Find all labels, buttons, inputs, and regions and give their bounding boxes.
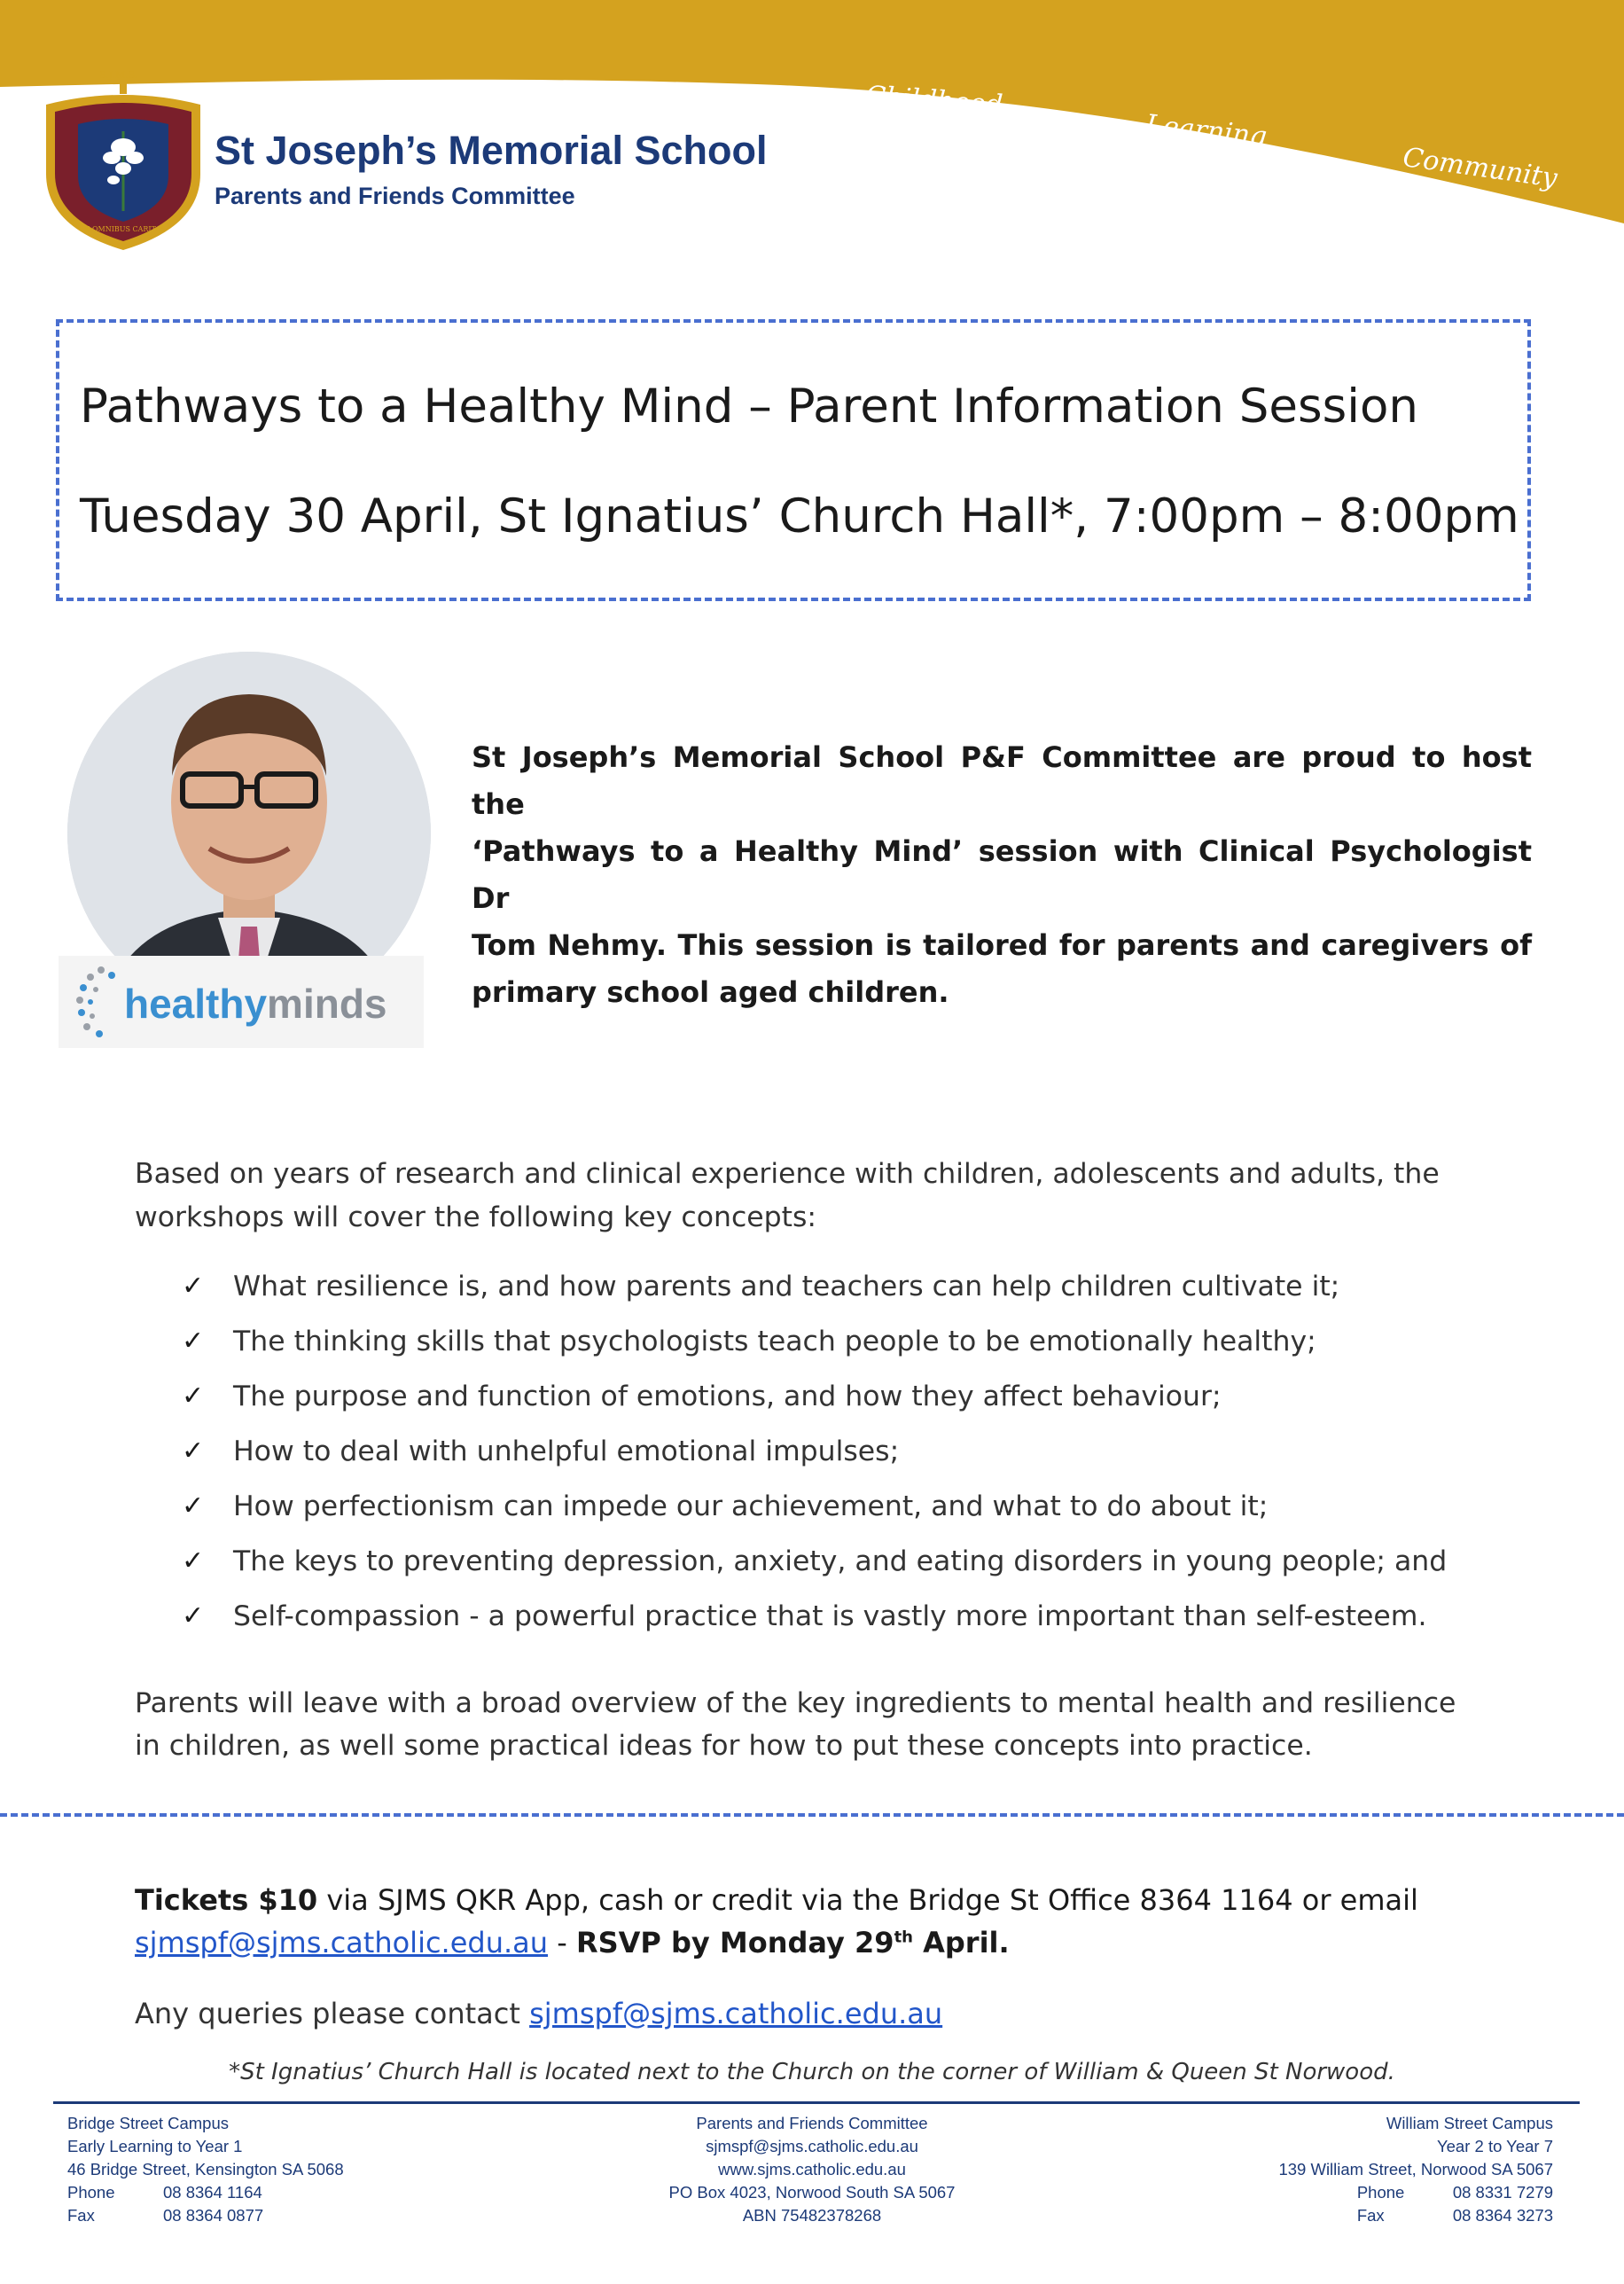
footer-right-title: William Street Campus [1386, 2114, 1553, 2132]
list-item-text: The thinking skills that psychologists teach people to be emotionally healthy; [233, 1326, 1316, 1357]
footer-william-street [1223, 2112, 1553, 2227]
footer-right-address: 139 William Street, Norwood SA 5067 [1278, 2160, 1553, 2178]
checkmark-icon: ✓ [182, 1435, 205, 1467]
event-title-box [56, 319, 1531, 601]
rsvp-text: RSVP by Monday 29th April. [575, 1926, 1010, 1959]
fax-number: 08 8364 3273 [1452, 2206, 1553, 2225]
footer-center-po: PO Box 4023, Norwood South SA 5067 [668, 2183, 956, 2202]
footer-center-abn: ABN 75482378268 [742, 2206, 882, 2225]
fax-label: Fax [1356, 2206, 1385, 2225]
footer-left-address: 46 Bridge Street, Kensington SA 5068 [67, 2160, 344, 2178]
closing-paragraph-line: Parents will leave with a broad overview of the key ingredients to mental health and resilience [135, 1687, 1456, 1719]
checkmark-icon: ✓ [182, 1326, 205, 1357]
intro-line: primary school aged children. [472, 975, 949, 1009]
list-item-text: The keys to preventing depression, anxiety, and eating disorders in young people; and [233, 1545, 1448, 1577]
tagline-learning: Learning [1144, 108, 1269, 153]
phone-number: 08 8331 7279 [1452, 2183, 1553, 2202]
event-datetime: Tuesday 30 April, St Ignatius’ Church Hall*, 7:00pm – 8:00pm [80, 489, 1519, 544]
footer-center-email: sjmspf@sjms.catholic.edu.au [706, 2137, 918, 2155]
healthyminds-dots-icon [74, 963, 124, 1043]
footer-center-title: Parents and Friends Committee [696, 2114, 928, 2132]
footer-left-title: Bridge Street Campus [67, 2114, 230, 2132]
footer-left-years: Early Learning to Year 1 [67, 2137, 243, 2155]
lead-paragraph-line: Based on years of research and clinical experience with children, adolescents and adults, the [135, 1158, 1440, 1190]
footer-pf-committee [635, 2112, 989, 2227]
queries-line [135, 1997, 942, 2030]
tickets-line-2 [135, 1926, 1010, 1959]
footer-center-web: www.sjms.catholic.edu.au [718, 2160, 906, 2178]
tagline-community: Community [1401, 141, 1559, 195]
checkmark-icon: ✓ [182, 1600, 205, 1631]
checkmark-icon: ✓ [182, 1381, 205, 1412]
logo-healthy: healthy [124, 981, 268, 1027]
fax-number: 08 8364 0877 [163, 2206, 264, 2225]
lead-paragraph-line: workshops will cover the following key concepts: [135, 1201, 817, 1233]
footer-rule [53, 2101, 1580, 2104]
phone-label: Phone [67, 2183, 115, 2202]
list-item-text: Self-compassion - a powerful practice that is vastly more important than self-esteem. [233, 1600, 1427, 1632]
intro-paragraph [472, 734, 1532, 1016]
separator: - [548, 1926, 576, 1959]
section-divider [0, 1813, 1624, 1817]
school-name: St Joseph’s Memorial School [215, 128, 768, 173]
list-item-text: How to deal with unhelpful emotional impulses; [233, 1435, 900, 1467]
footer-right-years: Year 2 to Year 7 [1437, 2137, 1553, 2155]
fax-label: Fax [67, 2206, 95, 2225]
list-item-text: What resilience is, and how parents and teachers can help children cultivate it; [233, 1271, 1340, 1302]
list-item-text: The purpose and function of emotions, and how they affect behaviour; [233, 1381, 1222, 1412]
tickets-line-1 [135, 1883, 1418, 1917]
checkmark-icon: ✓ [182, 1545, 205, 1576]
healthyminds-logo [124, 980, 387, 1028]
tickets-price: Tickets $10 [135, 1883, 318, 1917]
phone-label: Phone [1356, 2183, 1405, 2202]
logo-minds: minds [267, 981, 387, 1027]
checkmark-icon: ✓ [182, 1271, 205, 1302]
intro-line: Tom Nehmy. This session is tailored for parents and caregivers of [472, 928, 1532, 962]
checkmark-icon: ✓ [182, 1490, 205, 1521]
intro-line: ‘Pathways to a Healthy Mind’ session with Clinical Psychologist Dr [472, 834, 1532, 915]
crest-motto: IN OMNIBUS CARITAS [81, 225, 166, 233]
queries-lead: Any queries please contact [135, 1997, 530, 2030]
tickets-details: via SJMS QKR App, cash or credit via the Bridge St Office 8364 1164 or email [317, 1883, 1418, 1917]
tagline-childhood: Childhood [863, 80, 1004, 121]
queries-email-link[interactable]: sjmspf@sjms.catholic.edu.au [529, 1997, 943, 2030]
event-title: Pathways to a Healthy Mind – Parent Information Session [80, 379, 1418, 434]
list-item-text: How perfectionism can impede our achievement, and what to do about it; [233, 1490, 1269, 1522]
footer-bridge-street [67, 2112, 344, 2227]
closing-paragraph-line: in children, as well some practical ideas for how to put these concepts into practice. [135, 1730, 1313, 1762]
venue-footnote: *St Ignatius’ Church Hall is located next to the Church on the corner of William & Queen St Norwood. [229, 2059, 1395, 2085]
crest-top-text: S.J.M.S. [99, 69, 138, 81]
email-link[interactable]: sjmspf@sjms.catholic.edu.au [135, 1926, 549, 1959]
intro-line: St Joseph’s Memorial School P&F Committee are proud to host the [472, 740, 1532, 821]
phone-number: 08 8364 1164 [163, 2183, 262, 2202]
committee-name: Parents and Friends Committee [215, 183, 575, 209]
